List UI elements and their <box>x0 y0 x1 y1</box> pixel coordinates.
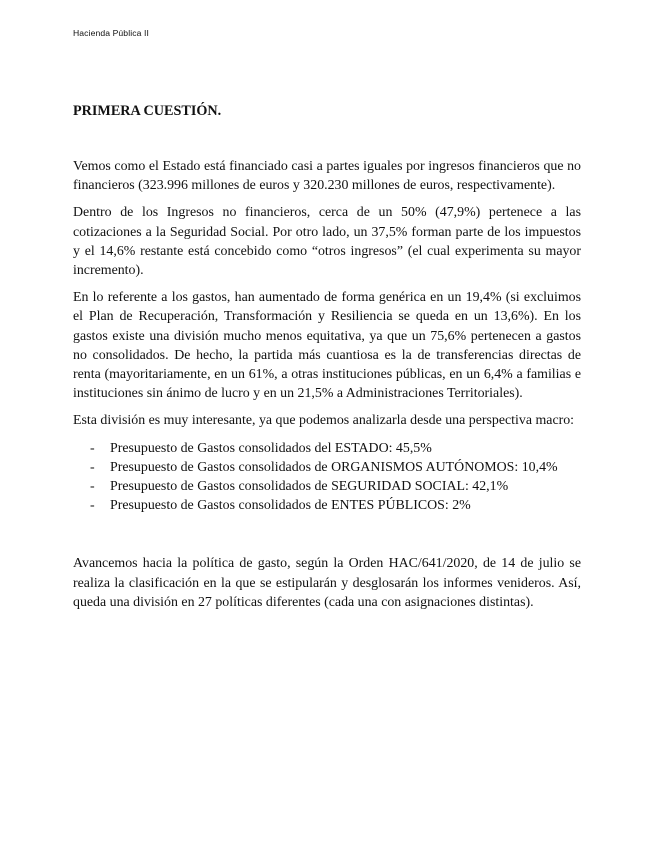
list-item <box>90 477 581 496</box>
bullet-dash: - <box>90 440 95 456</box>
paragraph-spending-policy: Avancemos hacia la política de gasto, según la Orden HAC/641/2020, de 14 de julio se realiza la clasificación en la que se estipularán y desglosarán los informes venideros. Así, queda una división en 27 políticas diferentes (cada una con asignaciones distintas). <box>73 556 581 610</box>
paragraph-expenses: En lo referente a los gastos, han aumentado de forma genérica en un 19,4% (si excluimos el Plan de Recuperación, Transformación y Resiliencia se queda en un 13,6%). En los gastos existe una división mucho menos equitativa, ya que un 75,6% pertenecen a gastos no consolidados. De hecho, la partida más cuantiosa es la de transferencias directas de renta (mayoritariamente, en un 61%, a otras instituciones públicas, en un 6,4% a familias e instituciones sin ánimo de lucro y en un 21,5% a Administraciones Territoriales). <box>73 290 581 402</box>
list-item <box>90 439 581 458</box>
bullet-dash: - <box>90 498 95 514</box>
list-item-text: Presupuesto de Gastos consolidados de SEGURIDAD SOCIAL: 42,1% <box>110 479 509 495</box>
document-body <box>73 100 581 612</box>
running-header: Hacienda Pública II <box>73 28 149 38</box>
bullet-dash: - <box>90 479 95 495</box>
list-item <box>90 458 581 477</box>
section-heading: PRIMERA CUESTIÓN. <box>73 103 222 119</box>
list-item <box>90 496 581 515</box>
paragraph-financing: Vemos como el Estado está financiado casi a partes iguales por ingresos financieros que no financieros (323.996 millones de euros y 320.230 millones de euros, respectivamente). <box>73 159 581 194</box>
list-item-text: Presupuesto de Gastos consolidados del ESTADO: 45,5% <box>110 440 432 456</box>
bullet-dash: - <box>90 459 95 475</box>
budget-list <box>73 439 581 516</box>
paragraph-non-financial-income: Dentro de los Ingresos no financieros, cerca de un 50% (47,9%) pertenece a las cotizaciones a la Seguridad Social. Por otro lado, un 37,5% forman parte de los impuestos y el 14,6% restante está concebido como “otros ingresos” (el cual experimenta su mayor incremento). <box>73 205 581 279</box>
list-item-text: Presupuesto de Gastos consolidados de ENTES PÚBLICOS: 2% <box>110 498 471 514</box>
paragraph-macro-perspective: Esta división es muy interesante, ya que podemos analizarla desde una perspectiva macro: <box>73 413 575 429</box>
list-item-text: Presupuesto de Gastos consolidados de ORGANISMOS AUTÓNOMOS: 10,4% <box>110 459 558 475</box>
